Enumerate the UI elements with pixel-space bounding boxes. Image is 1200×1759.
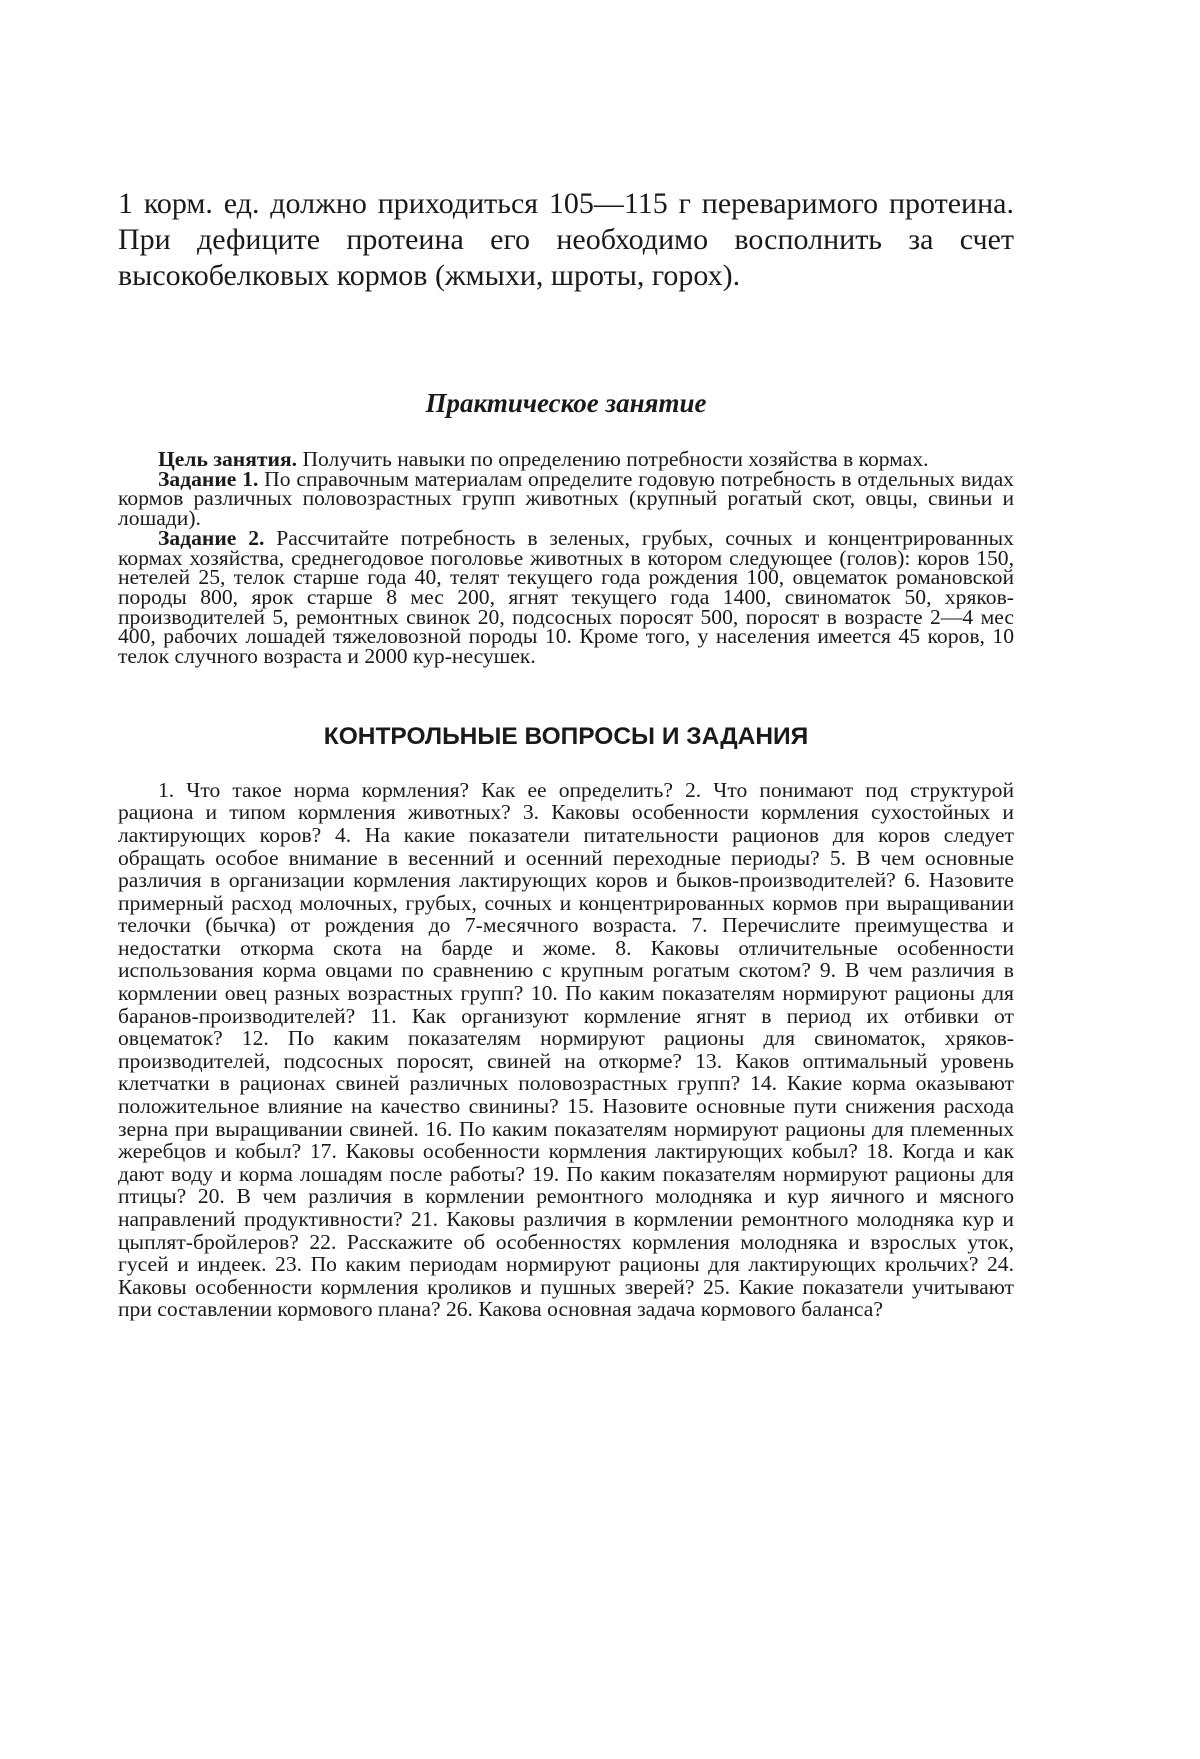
control-questions-heading: КОНТРОЛЬНЫЕ ВОПРОСЫ И ЗАДАНИЯ [323,722,809,750]
task-1-label: Задание 1. [158,466,259,491]
intro-paragraph: 1 корм. ед. должно приходиться 105—115 г переваримого протеина. При дефиците протеина его необходимо восполнить за счет высокобелковых кормов (жмыхи, шроты, горох). [118,187,1014,292]
control-questions-paragraph: 1. Что такое норма кормления? Как ее определить? 2. Что понимают под структурой рациона и типом кормления животных? 3. Каковы особенности кормления сухостойных и лактирующих коров? 4. На какие показатели питательности рационов для коров следует обращать особое внимание в весенний и осенний переходные периоды? 5. В чем основные различия в организации кормления лактирующих коров и быков-производителей? 6. Назовите примерный расход молочных, грубых, сочных и концентрированных кормов при выращивании телочки (бычка) от рождения до 7-месячного возраста. 7. Перечислите преимущества и недостатки откорма скота на барде и жоме. 8. Каковы отличительные особенности использования корма овцами по сравнению с крупным рогатым скотом? 9. В чем различия в кормлении овец разных возрастных групп? 10. По каким показателям нормируют рационы для баранов-производителей? 11. Как организуют кормление ягнят в период их отбивки от овцематок? 12. По каким показателям нормируют рационы для свиноматок, хряков-производителей, подсосных поросят, свиней на откорме? 13. Каков оптимальный уровень клетчатки в рационах свиней различных половозрастных групп? 14. Какие корма оказывают положительное влияние на качество свинины? 15. Назовите основные пути снижения расхода зерна при выращивании свиней. 16. По каким показателям нормируют рационы для племенных жеребцов и кобыл? 17. Каковы особенности кормления лактирующих кобыл? 18. Когда и как дают воду и корма лошадям после работы? 19. По каким показателям нормируют рационы для птицы? 20. В чем различия в кормлении ремонтного молодняка и кур яичного и мясного направлений продуктивности? 21. Каковы различия в кормлении ремонтного молодняка кур и цыплят-бройлеров? 22. Расскажите об особенностях кормления молодняка и взрослых уток, гусей и индеек. 23. По каким периодам нормируют рационы для лактирующих крольчих? 24. Каковы особенности кормления кроликов и пушных зверей? 25. Какие показатели учитывают при составлении кормового плана? 26. Какова основная задача кормового баланса? [118,777,1014,1322]
goal-label: Цель занятия. [158,447,298,471]
task-1-paragraph [118,466,1014,531]
page-body [118,186,1014,1321]
task-2-label: Задание 2. [158,525,265,550]
practical-session-heading: Практическое занятие [425,388,707,418]
task-2-text: Рассчитайте потребность в зеленых, грубых, сочных и концентрированных кормах хозяйства, среднегодовое поголовье животных в котором следующее (голов): коров 150, нетелей 25, телок старше года 40, телят текущего года рождения 100, овцематок романовской породы 800, ярок старше 8 мес 200, ягнят текущего года 1400, свиноматок 50, хряков-производителей 5, ремонтных свинок 20, подсосных поросят 500, поросят в возрасте 2—4 мес 400, рабочих лошадей тяжеловозной породы 10. Кроме того, у населения имеется 45 коров, 10 телок случного возраста и 2000 кур-несушек. [118,525,1014,669]
task-2-paragraph [118,525,1014,669]
task-1-text: По справочным материалам определите годовую потребность в отдельных видах кормов различных половозрастных групп животных (крупный рогатый скот, овцы, свиньи и лошади). [118,466,1014,531]
goal-text: Получить навыки по определению потребности хозяйства в кормах. [302,447,929,471]
